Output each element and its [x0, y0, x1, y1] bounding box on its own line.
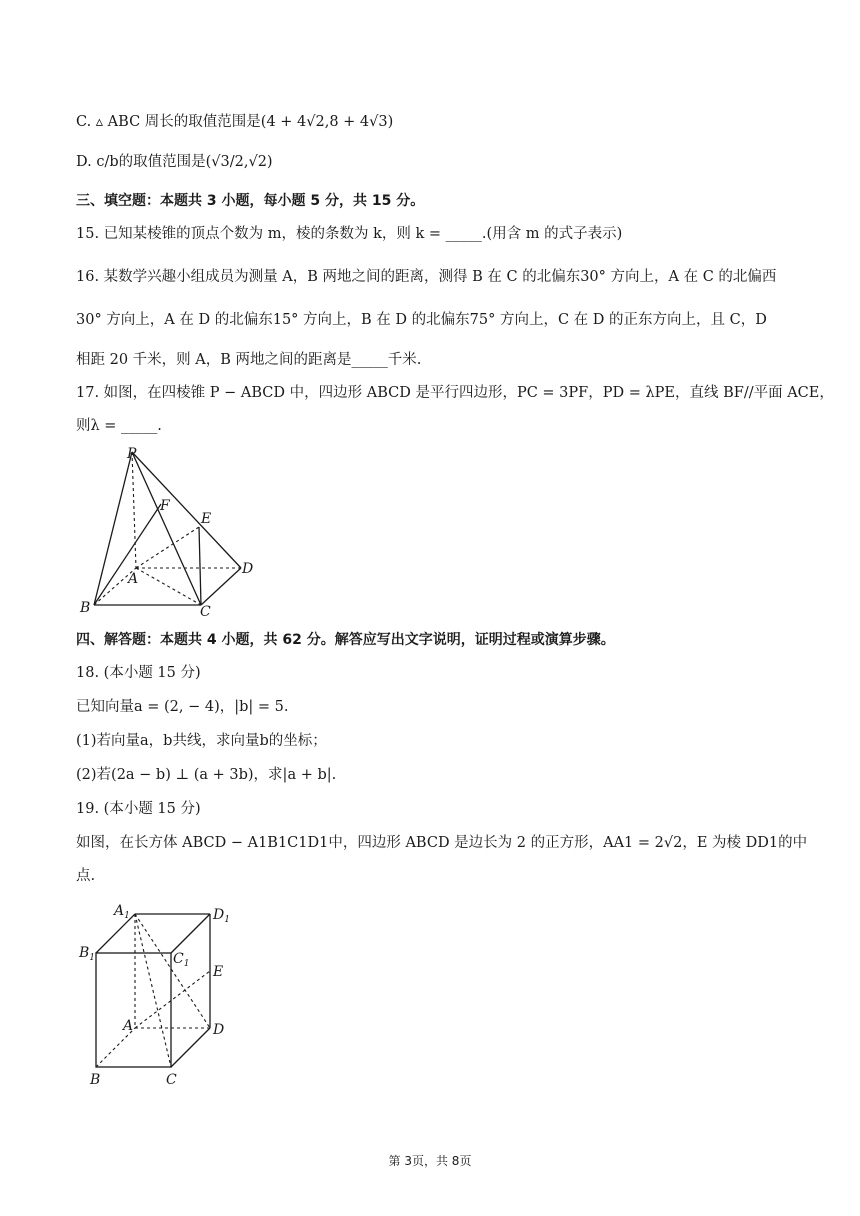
label-c: C	[166, 1072, 177, 1088]
section-3-heading	[76, 191, 424, 211]
label-d1: $D_1$	[213, 907, 230, 925]
edge-pc	[132, 452, 201, 605]
label-p: P	[127, 446, 137, 462]
option-d	[76, 152, 273, 172]
question-18-part-2-text: (2)若(2a − b) ⊥ (a + 3b)，求|a + b|.	[76, 767, 337, 783]
label-a1: $A_1$	[114, 903, 130, 921]
question-19-header	[76, 799, 201, 819]
label-b: B	[90, 1072, 101, 1088]
label-c1: $C_1$	[173, 951, 190, 969]
question-16-text-2: 30° 方向上，A 在 D 的北偏东15° 方向上，B 在 D 的北偏东75° 方向上，C 在 D 的正东方向上，且 C，D	[76, 312, 767, 328]
option-c	[76, 112, 393, 132]
label-e: E	[213, 964, 224, 980]
label-a: A	[128, 571, 139, 587]
question-15	[76, 224, 622, 244]
question-18-given	[76, 697, 289, 717]
label-d: D	[213, 1022, 225, 1038]
question-18-header	[76, 663, 201, 683]
edge-pd	[132, 452, 241, 568]
label-a: A	[123, 1018, 134, 1034]
label-b: B	[80, 600, 91, 616]
edge-cd	[171, 1028, 210, 1067]
question-19-text-1: 如图，在长方体 ABCD − A1B1C1D1中，四边形 ABCD 是边长为 2 的正方形，AA1 = 2√2，E 为棱 DD1的中	[76, 835, 808, 851]
section-3-heading-text: 三、填空题：本题共 3 小题，每小题 5 分，共 15 分。	[76, 193, 425, 209]
segment-ce	[199, 527, 201, 605]
segment-ac	[136, 568, 201, 605]
cuboid-figure	[74, 895, 244, 1090]
edge-c1d1	[171, 914, 210, 953]
question-16-text-1: 16. 某数学兴趣小组成员为测量 A，B 两地之间的距离，测得 B 在 C 的北偏东30° 方向上，A 在 C 的北偏西	[76, 269, 777, 285]
label-b1: $B_1$	[79, 945, 96, 963]
option-d-text: D. c/b的取值范围是(√3/2,√2)	[76, 154, 273, 170]
segment-bf	[94, 504, 161, 605]
question-18-given-text: 已知向量a = (2, − 4)，|b| = 5.	[76, 699, 289, 715]
question-19-header-text: 19. (本小题 15 分)	[76, 801, 201, 817]
question-15-text: 15. 已知某棱锥的顶点个数为 m，棱的条数为 k，则 k = _____.(用含 m 的式子表示)	[76, 226, 623, 242]
question-18-header-text: 18. (本小题 15 分)	[76, 665, 201, 681]
question-16-line-3	[76, 350, 421, 370]
question-17-line-2	[76, 416, 162, 436]
section-4-heading-text: 四、解答题：本题共 4 小题，共 62 分。解答应写出文字说明，证明过程或演算步骤。	[76, 632, 615, 648]
label-f: F	[160, 498, 170, 514]
edge-cd	[201, 568, 241, 605]
question-19-line-2	[76, 866, 95, 886]
edge-pa	[132, 452, 136, 568]
segment-a1c	[135, 914, 171, 1067]
question-18-part-1	[76, 731, 327, 751]
segment-a1d	[135, 914, 210, 1028]
question-18-part-2	[76, 765, 336, 785]
question-16-text-3: 相距 20 千米，则 A，B 两地之间的距离是_____千米.	[76, 352, 422, 368]
question-17-text-2: 则λ = _____.	[76, 418, 162, 434]
pyramid-figure	[74, 442, 274, 617]
label-e: E	[201, 511, 212, 527]
question-17-text-1: 17. 如图，在四棱锥 P − ABCD 中，四边形 ABCD 是平行四边形，PC = 3PF，PD = λPE，直线 BF//平面 ACE，	[76, 385, 834, 401]
question-19-line-1	[76, 833, 807, 853]
question-18-part-1-text: (1)若向量a，b共线，求向量b的坐标；	[76, 733, 327, 749]
option-c-text: C. ▵ ABC 周长的取值范围是(4 + 4√2,8 + 4√3)	[76, 114, 394, 130]
question-19-text-2: 点.	[76, 868, 96, 884]
label-c: C	[200, 604, 211, 617]
segment-ae	[135, 971, 210, 1028]
section-4-heading	[76, 630, 615, 650]
page-footer: 第 3页，共 8页	[388, 1154, 472, 1168]
question-16-line-1	[76, 267, 776, 287]
segment-ae	[136, 527, 199, 568]
question-16-line-2	[76, 310, 767, 330]
label-d: D	[242, 561, 254, 577]
edge-pb	[94, 452, 132, 605]
question-17-line-1	[76, 383, 834, 403]
front-face	[96, 953, 171, 1067]
